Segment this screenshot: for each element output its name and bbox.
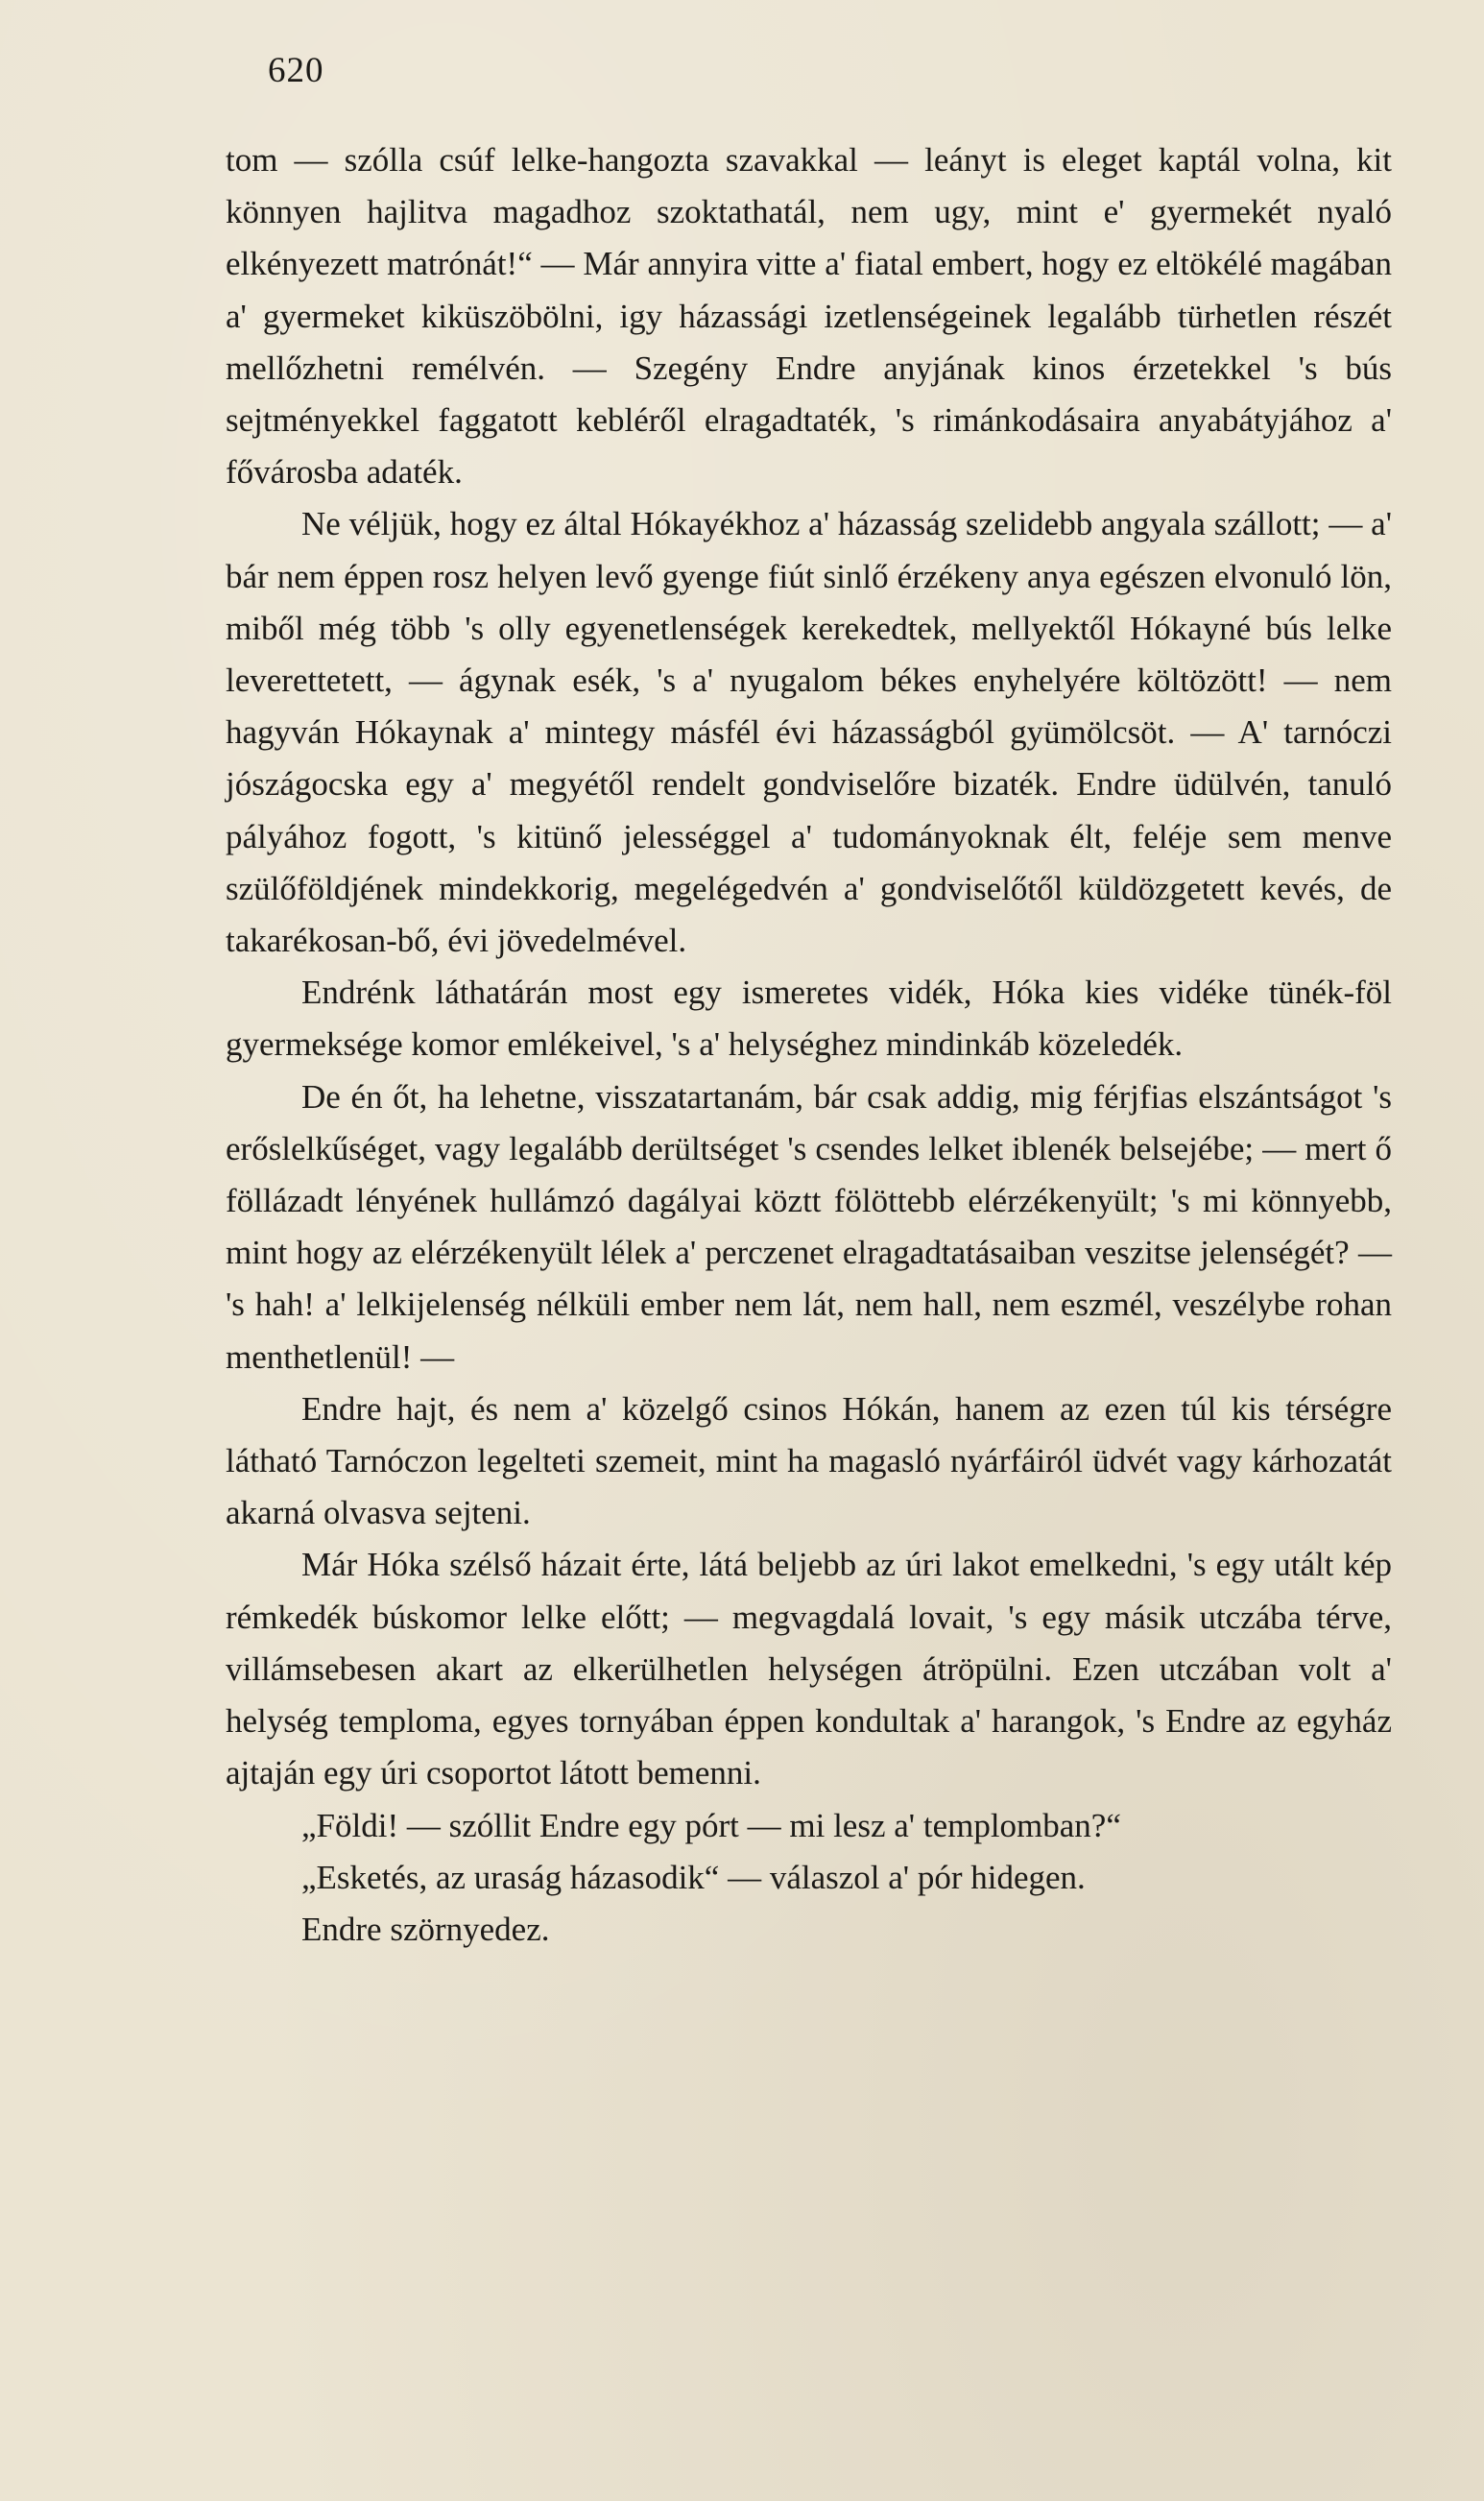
paragraph-9: Endre szörnyedez. <box>301 1910 550 1948</box>
paragraph-2: Ne véljük, hogy ez által Hókayékhoz a' házasság szelidebb angyala szállott; — a' bár nem éppen rosz helyen levő gyenge fiút sinlő érzékeny anya egészen elvonuló lön, miből még több 's olly egyenetlenségek kerekedtek, mellyektől Hókayné bús lelke leverettetett, — ágynak esék, 's a' nyugalom békes enyhelyére költözött! — nem hagyván Hókaynak a' mintegy másfél évi házasságból gyümölcsöt. — A' tarnóczi jószágocska egy a' megyétől rendelt gondviselőre bizaték. Endre üdülvén, tanuló pályához fogott, 's kitünő jelességgel a' tudományoknak élt, feléje sem menve szülőföldjének mindekkorig, megelégedvén a' gondviselőtől küldözgetett kevés, de takarékosan-bő, évi jövedelmével. <box>226 505 1392 960</box>
paragraph-8: „Esketés, az uraság házasodik“ — válaszol a' pór hidegen. <box>301 1858 1086 1896</box>
body-text <box>226 134 1392 1956</box>
page-number: 620 <box>268 51 324 90</box>
paragraph-1: tom — szólla csúf lelke-hangozta szavakkal — leányt is eleget kaptál volna, kit könnyen hajlitva magadhoz szoktathatál, nem ugy, mint e' gyermekét nyaló elkényezett matrónát!“ — Már annyira vitte a' fiatal embert, hogy ez eltökélé magában a' gyermeket kiküszöbölni, igy házassági izetlenségeinek legalább türhetlen részét mellőzhetni remélvén. — Szegény Endre anyjának kinos érzetekkel 's bús sejtményekkel faggatott kebléről elragadtaték, 's rimánkodásaira anyabátyjához a' fővárosba adaték. <box>226 141 1392 492</box>
paragraph-3: Endrénk láthatárán most egy ismeretes vidék, Hóka kies vidéke tünék-föl gyermeksége komor emlékeivel, 's a' helységhez mindinkáb közeledék. <box>226 974 1392 1064</box>
paragraph-6: Már Hóka szélső házait érte, látá beljebb az úri lakot emelkedni, 's egy utált kép rémkedék búskomor lelke előtt; — megvagdalá lovait, 's egy másik utczába térve, villámsebesen akart az elkerülhetlen helységen átröpülni. Ezen utczában volt a' helység temploma, egyes tornyában éppen kondultak a' harangok, 's Endre az egyház ajtaján egy úri csoportot látott bemenni. <box>226 1546 1392 1792</box>
paragraph-4: De én őt, ha lehetne, visszatartanám, bár csak addig, mig férjfias elszántságot 's erőslelkűséget, vagy legalább derültséget 's csendes lelket iblenék belsejébe; — mert ő föllázadt lényének hullámzó dagályai köztt fölöttebb elérzékenyült; 's mi könnyebb, mint hogy az elérzékenyült lélek a' perczenet elragadtatásaiban veszitse jelenségét? — 's hah! a' lelkijelenség nélküli ember nem lát, nem hall, nem eszmél, veszélybe rohan menthetlenül! — <box>226 1077 1392 1376</box>
paragraph-7: „Földi! — szóllit Endre egy pórt — mi lesz a' templomban?“ <box>301 1806 1121 1844</box>
paragraph-5: Endre hajt, és nem a' közelgő csinos Hókán, hanem az ezen túl kis térségre látható Tarnóczon legelteti szemeit, mint ha magasló nyárfáiról üdvét vagy kárhozatát akarná olvasva sejteni. <box>226 1389 1392 1532</box>
